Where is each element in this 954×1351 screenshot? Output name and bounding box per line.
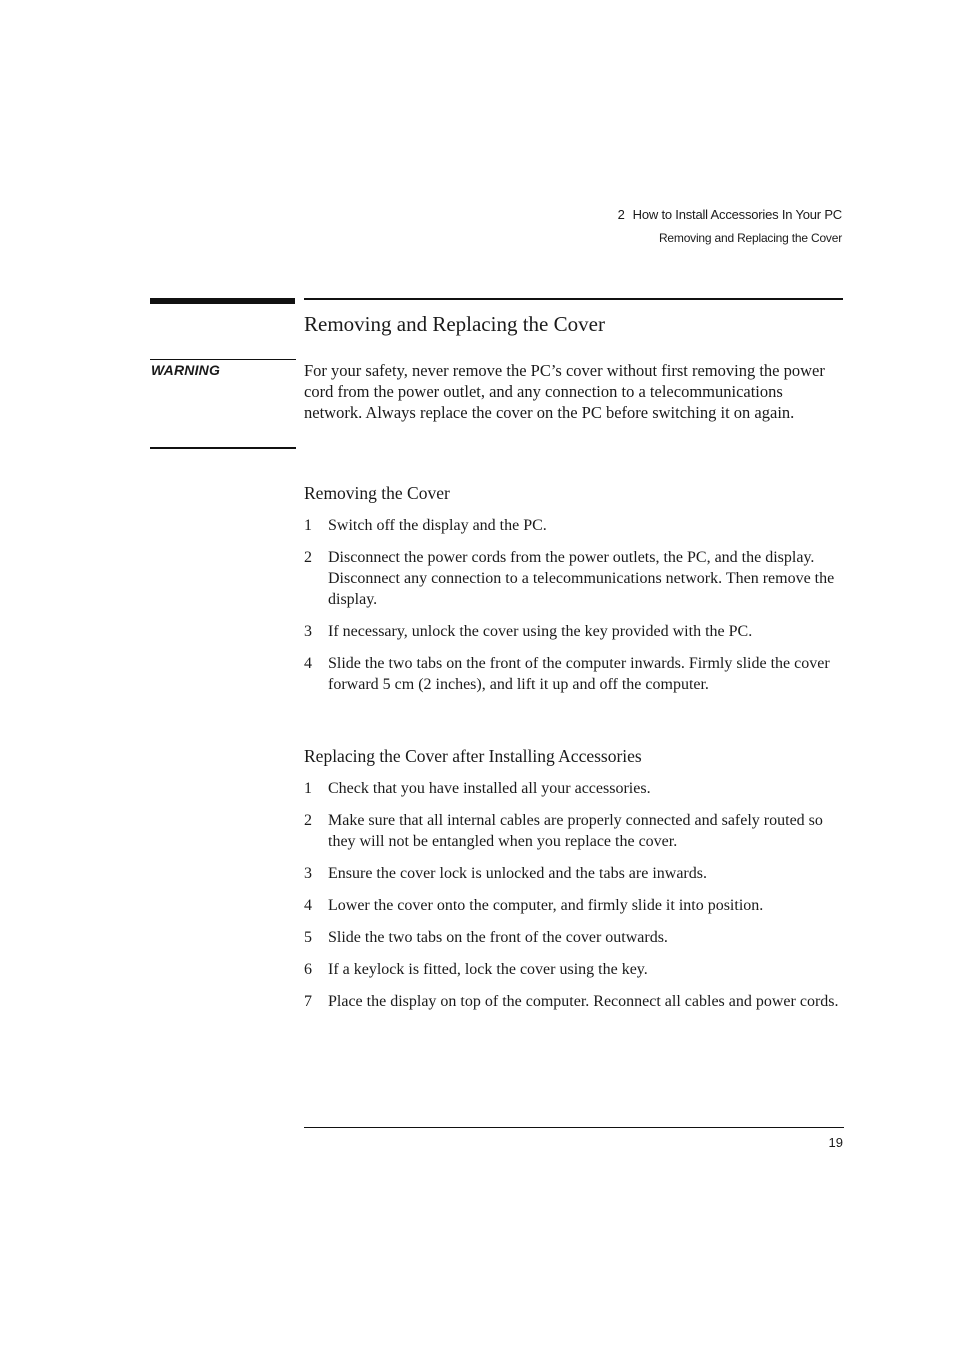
step-number: 3 [304,623,312,640]
warning-text: For your safety, never remove the PC’s cover without first removing the power cord from the power outlet, and any connection to a telecommunications network. Always replace the cover on the PC before switching it on again. [304,361,825,422]
step-text: Place the display on top of the computer. Reconnect all cables and power cords. [328,993,839,1010]
warning-bottom-rule [150,447,296,449]
section-marker-rule [150,298,295,304]
list-item [304,621,849,642]
list-item [304,515,849,536]
list-item [304,927,849,948]
list-item [304,991,849,1012]
list-item [304,653,849,695]
removing-heading: Removing the Cover [304,483,450,503]
step-text: Lower the cover onto the computer, and firmly slide it into position. [328,897,764,914]
running-header [618,206,842,247]
step-number: 4 [304,655,312,672]
list-item [304,547,849,610]
step-text: Ensure the cover lock is unlocked and the tabs are inwards. [328,865,707,882]
list-item [304,810,849,852]
footer-rule [304,1127,844,1128]
chapter-title: How to Install Accessories In Your PC [632,207,842,222]
step-text: Check that you have installed all your accessories. [328,780,651,797]
step-number: 6 [304,961,312,978]
running-header-section: Removing and Replacing the Cover [658,231,842,245]
step-number: 1 [304,780,312,797]
step-text: If a keylock is fitted, lock the cover using the key. [328,961,648,978]
running-header-chapter [618,206,842,224]
step-number: 3 [304,865,312,882]
step-number: 5 [304,929,312,946]
step-number: 7 [304,993,312,1010]
warning-top-rule [150,359,296,360]
replacing-heading: Replacing the Cover after Installing Accessories [304,746,642,766]
list-item [304,959,849,980]
step-text: Slide the two tabs on the front of the cover outwards. [328,929,668,946]
step-text: Make sure that all internal cables are properly connected and safely routed so they will not be entangled when you replace the cover. [328,812,823,850]
page-number: 19 [828,1135,843,1150]
page-title: Removing and Replacing the Cover [304,312,605,336]
replacing-steps [304,778,849,1023]
step-text: Slide the two tabs on the front of the computer inwards. Firmly slide the cover forward 5 cm (2 inches), and lift it up and off the computer. [328,655,830,693]
step-number: 2 [304,812,312,829]
list-item [304,778,849,799]
list-item [304,895,849,916]
step-text: Switch off the display and the PC. [328,517,547,534]
step-number: 4 [304,897,312,914]
section-top-rule [304,298,843,300]
removing-steps [304,515,849,706]
step-number: 2 [304,549,312,566]
step-number: 1 [304,517,312,534]
warning-label: WARNING [151,362,221,378]
list-item [304,863,849,884]
chapter-number: 2 [617,207,625,222]
step-text: If necessary, unlock the cover using the key provided with the PC. [328,623,753,640]
step-text: Disconnect the power cords from the power outlets, the PC, and the display. Disconnect any connection to a telecommunications network. Then remove the display. [328,549,835,608]
